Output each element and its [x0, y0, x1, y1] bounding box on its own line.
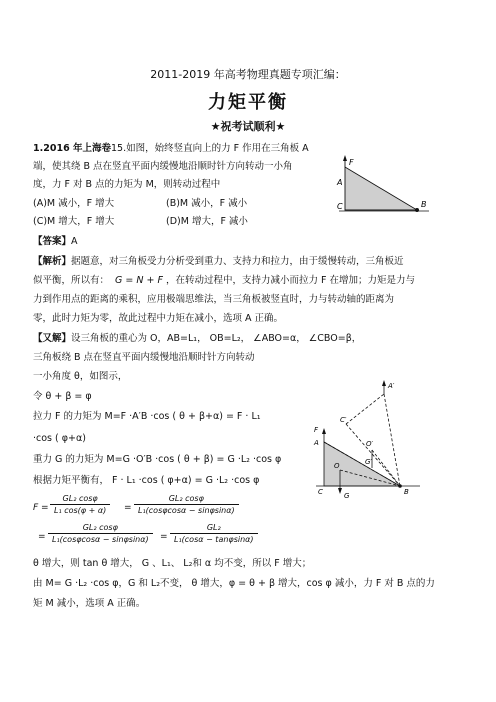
alt-text-1: 设三角板的重心为 O，AB=L₁， OB=L₂， ∠ABO=α， ∠CBO=β，: [71, 333, 362, 344]
label-f: F: [349, 158, 354, 167]
label-c: C: [337, 202, 343, 211]
label-a-prime: A′: [388, 382, 395, 390]
conclusion-line-3: 矩 M 减小，选项 A 正确。: [33, 598, 146, 609]
arrow-head-g: [338, 488, 342, 494]
formula-lhs: F =: [33, 503, 49, 513]
frac-3-num: GL₂ cosφ: [48, 523, 153, 534]
pivot-b2: [398, 484, 402, 488]
question-line-1: [33, 142, 309, 155]
frac-4-num: GL₂: [170, 523, 258, 534]
formula-frac-1: [50, 494, 110, 515]
frac-1-den: L₁ cos(φ + α): [54, 506, 107, 515]
alt-line-2: 三角板绕 B 点在竖直平面内缓慢地沿顺时针方向转动: [33, 352, 255, 363]
option-c: (C)M 增大，F 增大: [33, 216, 115, 227]
analysis-line-4: 力到作用点的距离的乘积，应用极端思维法，当三角板被竖直时，力与转动轴的距离为: [33, 294, 395, 305]
question-source: 2016 年上海卷: [43, 143, 111, 154]
analysis-line-5: 零，此时力矩为零，故此过程中力矩在减小，选项 A 正确。: [33, 313, 284, 324]
alt-line-4: 令 θ + β = φ: [33, 391, 92, 402]
label-c2: C: [318, 488, 323, 496]
alt-line-7: 重力 G 的力矩为 M=G ·O′B ·cos ( θ + β) = G ·L₂ ·cos φ: [33, 454, 282, 465]
conclusion-line-2: 由 M= G ·L₂ ·cos φ，G 和 L₂不变， θ 增大，φ = θ + β 增大，cos φ 减小，力 F 对 B 点的力: [33, 578, 435, 589]
frac-4-den: L₁(cosα − tanφsinα): [174, 535, 254, 544]
doc-subtitle: 2011-2019 年高考物理真题专项汇编：: [150, 68, 346, 81]
analysis-text-2: 似平衡，所以有：: [33, 275, 110, 286]
answer-line: [33, 235, 78, 248]
arrow-head: [343, 155, 347, 161]
label-a2: A: [314, 439, 319, 447]
alt-line-6: ·cos ( φ+α): [33, 433, 86, 444]
plate-rotated-ac: [346, 394, 384, 424]
doc-title: 力矩平衡: [208, 92, 288, 113]
alt-label: 【又解】: [33, 333, 72, 344]
pivot-b: [415, 208, 419, 212]
formula-eq-3: =: [160, 532, 168, 542]
label-o-prime: O′: [366, 440, 374, 448]
alt-line-8: 根据力矩平衡有， F · L₁ ·cos ( φ+α) = G ·L₂ ·cos φ: [33, 475, 260, 486]
analysis-text-3: ，在转动过程中，支持力减小而拉力 F 在增加；力矩是力与: [165, 275, 415, 286]
analysis-label: 【解析】: [33, 256, 72, 267]
alt-line-3: 一小角度 θ，如图示，: [33, 371, 128, 382]
label-f2: F: [314, 426, 319, 434]
formula-eq-1: =: [124, 503, 132, 513]
question-line-2: 端，使其绕 B 点在竖直平面内缓慢地沿顺时针方向转动一小角: [33, 161, 293, 172]
triangle-plate: [345, 167, 417, 210]
option-a: (A)M 减小，F 增大: [33, 198, 115, 209]
figure-rotation: [310, 372, 430, 500]
plate-rotated-ab: [384, 394, 400, 486]
figure-triangle: [335, 155, 435, 225]
formula-eq-2: =: [38, 532, 46, 542]
conclusion-line-1: θ 增大，则 tan θ 增大， G 、L₁、 L₂和 α 均不变，所以 F 增大；: [33, 558, 312, 569]
label-b2: B: [404, 488, 409, 496]
doc-blessing: ★祝考试顺利★: [210, 120, 286, 133]
answer-value: A: [71, 236, 78, 247]
option-d: (D)M 增大，F 减小: [166, 216, 248, 227]
label-c-prime: C′: [340, 416, 347, 424]
question-line-3: 度，力 F 对 B 点的力矩为 M，则转动过程中: [33, 179, 221, 190]
label-a: A: [337, 178, 343, 187]
label-g-prime: G′: [365, 458, 373, 466]
analysis-text-1: 据题意，对三角板受力分析受到重力、支持力和拉力，由于缓慢转动，三角板近: [71, 256, 404, 267]
arrow-head-f: [322, 428, 326, 434]
question-text-1: 15.如图，始终竖直向上的力 F 作用在三角板 A: [110, 143, 309, 154]
arrow-head-f-prime: [382, 380, 386, 386]
alt-line-5: 拉力 F 的力矩为 M=F ·A′B ·cos ( θ + β+α) = F · L₁: [33, 411, 261, 422]
analysis-line-2: [33, 274, 415, 287]
frac-1-num: GL₂ cosφ: [50, 494, 110, 505]
analysis-equation: G = N + F: [115, 275, 163, 286]
frac-2-den: L₁(cosφcosα − sinφsinα): [138, 506, 235, 515]
formula-frac-2: [134, 494, 239, 515]
frac-2-num: GL₂ cosφ: [134, 494, 239, 505]
formula-frac-3: [48, 523, 153, 544]
label-b: B: [421, 200, 427, 209]
analysis-line-1: [33, 255, 404, 268]
alt-line-1: [33, 332, 361, 345]
question-number: 1.: [33, 143, 44, 154]
answer-label: 【答案】: [33, 236, 72, 247]
label-g: G: [344, 492, 350, 500]
frac-3-den: L₁(cosφcosα − sinφsinα): [52, 535, 149, 544]
label-o: O: [334, 462, 340, 470]
formula-frac-4: [170, 523, 258, 544]
option-b: (B)M 减小，F 减小: [166, 198, 248, 209]
